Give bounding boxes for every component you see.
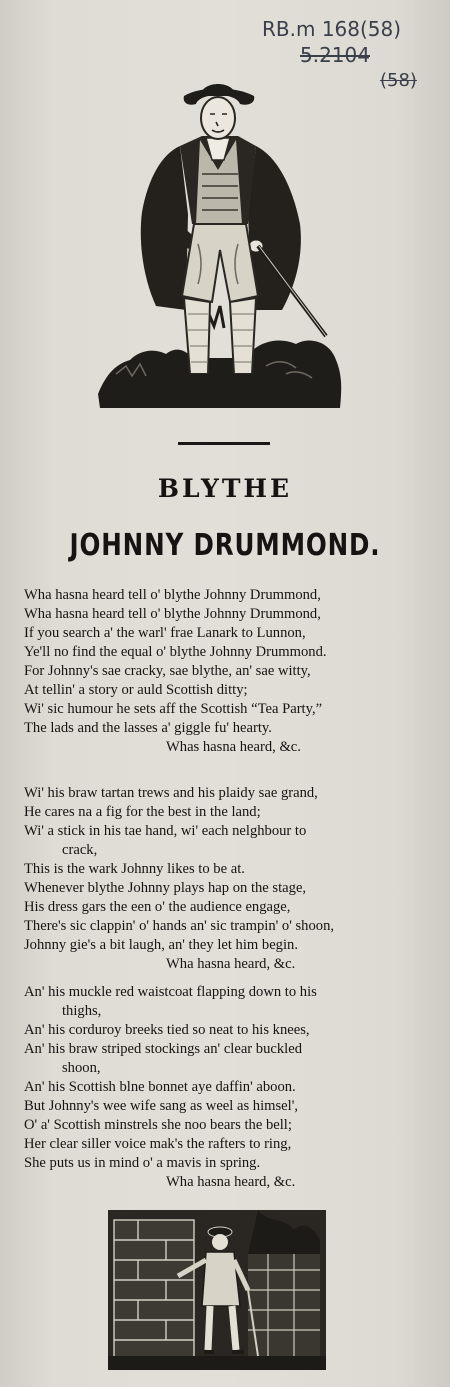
verse-line: If you search a' the warl' frae Lanark to Lunnon, (24, 625, 306, 641)
verse-line-continuation: shoon, (62, 1060, 101, 1076)
title-line-1: BLYTHE (157, 474, 293, 503)
verse-line: An' his corduroy breeks tied so neat to his knees, (24, 1022, 310, 1038)
verse-line: Wi' his braw tartan trews and his plaidy sae grand, (24, 785, 318, 801)
verse-line: An' his muckle red waistcoat flapping down to his (24, 984, 317, 1000)
verse-line: At tellin' a story or auld Scottish ditty; (24, 682, 248, 698)
stanza-1 (24, 586, 424, 757)
title-line-2: JOHNNY DRUMMOND. (69, 528, 381, 563)
stanza-3 (24, 983, 424, 1192)
verse-line: But Johnny's wee wife sang as weel as himsel', (24, 1098, 298, 1114)
verse-line: Wha hasna heard tell o' blythe Johnny Drummond, (24, 606, 321, 622)
stanza-2 (24, 784, 424, 974)
shelfmark-line-struck: 5.2104 (300, 43, 370, 67)
verse-line: There's sic clappin' o' hands an' sic trampin' o' shoon, (24, 918, 335, 934)
refrain-line: Wha hasna heard, &c. (166, 956, 296, 972)
verse-line: For Johnny's sae cracky, sae blythe, an' sae witty, (24, 663, 311, 679)
divider-rule (178, 442, 270, 445)
refrain-line: Whas hasna heard, &c. (166, 739, 301, 755)
shelfmark-line: RB.m 168(58) (262, 17, 402, 41)
verse-line-continuation: thighs, (62, 1003, 102, 1019)
verse-line: Wha hasna heard tell o' blythe Johnny Drummond, (24, 587, 321, 603)
verse-line: An' his Scottish blne bonnet aye daffin' aboon. (24, 1079, 296, 1095)
shelfmark-line-struck: (58) (380, 70, 417, 91)
verse-line: O' a' Scottish minstrels she noo bears the bell; (24, 1117, 292, 1133)
verse-line: Wi' a stick in his tae hand, wi' each nelghbour to (24, 823, 307, 839)
verse-line: He cares na a fig for the best in the land; (24, 804, 261, 820)
verse-line: His dress gars the een o' the audience engage, (24, 899, 291, 915)
verse-line: Wi' sic humour he sets aff the Scottish “Tea Party,” (24, 701, 323, 717)
verse-line: The lads and the lasses a' giggle fu' hearty. (24, 720, 272, 736)
verse-line: She puts us in mind o' a mavis in spring. (24, 1155, 261, 1171)
verse-line: Whenever blythe Johnny plays hap on the stage, (24, 880, 307, 896)
woodcut-wall-figure-illustration (108, 1210, 326, 1370)
verse-line: Ye'll no find the equal o' blythe Johnny Drummond. (24, 644, 327, 660)
woodcut-man-illustration (96, 74, 344, 414)
verse-line: An' his braw striped stockings an' clear buckled (24, 1041, 303, 1057)
refrain-line: Wha hasna heard, &c. (166, 1174, 296, 1190)
verse-line: Johnny gie's a bit laugh, an' they let him begin. (24, 937, 298, 953)
verse-line: This is the wark Johnny likes to be at. (24, 861, 245, 877)
verse-line: Her clear siller voice mak's the rafters to ring, (24, 1136, 292, 1152)
verse-line-continuation: crack, (62, 842, 98, 858)
